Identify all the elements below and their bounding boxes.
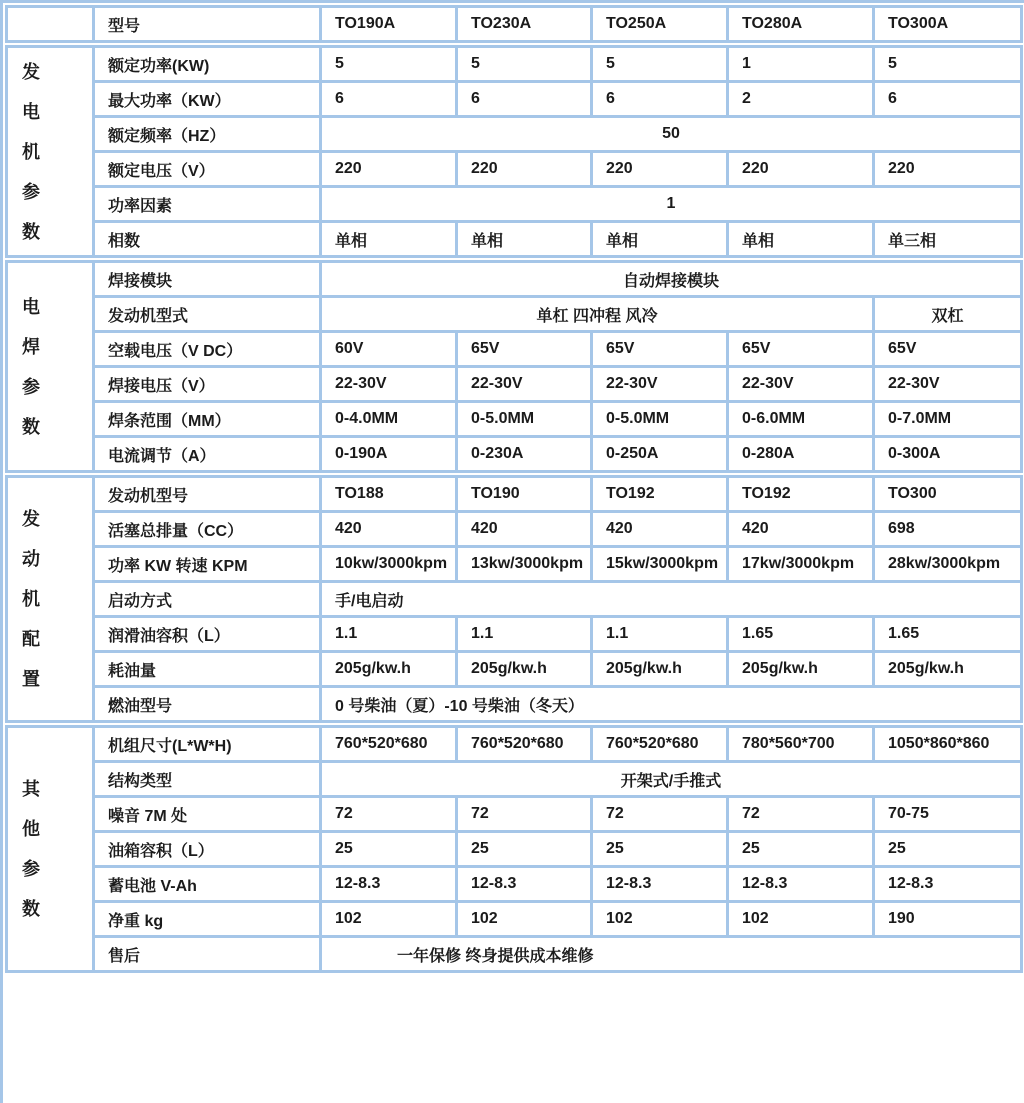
corner-cell <box>7 7 94 42</box>
spec-value-cell: 5 <box>874 47 1022 82</box>
section-label-char: 电 <box>22 101 40 122</box>
spec-value-cell: 220 <box>592 152 728 187</box>
spec-value-cell: 0-230A <box>457 437 592 472</box>
spec-value-cell: 205g/kw.h <box>728 652 874 687</box>
spec-value-cell: 5 <box>321 47 457 82</box>
spec-value-cell: 1.1 <box>321 617 457 652</box>
row-label-cell: 启动方式 <box>94 582 321 617</box>
row-label-cell: 燃油型号 <box>94 687 321 722</box>
spec-value-cell: 0-6.0MM <box>728 402 874 437</box>
spec-value-cell: 22-30V <box>457 367 592 402</box>
row-label-cell: 额定电压（V） <box>94 152 321 187</box>
section-label-char: 数 <box>22 899 40 919</box>
table-row <box>7 187 1022 222</box>
spec-value-cell: 220 <box>457 152 592 187</box>
section-vertical-label <box>8 52 92 252</box>
table-row <box>7 547 1022 582</box>
spec-value-cell: 单相 <box>592 222 728 257</box>
spec-merged-value-cell: 自动焊接模块 <box>321 262 1022 297</box>
spec-value-cell: 1 <box>728 47 874 82</box>
spec-value-cell: 1.65 <box>728 617 874 652</box>
spec-value-cell: 25 <box>728 832 874 867</box>
spec-value-cell: TO188 <box>321 477 457 512</box>
spec-value-cell: 25 <box>874 832 1022 867</box>
table-row <box>7 367 1022 402</box>
spec-value-cell: 760*520*680 <box>321 727 457 762</box>
row-label-cell: 最大功率（KW） <box>94 82 321 117</box>
spec-value-cell: 102 <box>457 902 592 937</box>
section-label-cell <box>7 727 94 972</box>
spec-value-cell: 5 <box>592 47 728 82</box>
table-row <box>7 937 1022 972</box>
spec-value-cell: 1.65 <box>874 617 1022 652</box>
section-label-char: 参 <box>22 181 40 202</box>
table-row <box>7 262 1022 297</box>
section-label-cell <box>7 47 94 257</box>
spec-value-cell: 1.1 <box>592 617 728 652</box>
section-label-char: 置 <box>22 669 40 689</box>
spec-value-cell: 102 <box>592 902 728 937</box>
row-label-cell: 机组尺寸(L*W*H) <box>94 727 321 762</box>
spec-value-cell: 6 <box>592 82 728 117</box>
spec-value-cell: 6 <box>321 82 457 117</box>
spec-value-cell: 65V <box>592 332 728 367</box>
spec-value-cell: 420 <box>592 512 728 547</box>
spec-merged-value-cell: 50 <box>321 117 1022 152</box>
spec-value-cell: 单三相 <box>874 222 1022 257</box>
row-label-cell: 相数 <box>94 222 321 257</box>
spec-value-cell: TO192 <box>728 477 874 512</box>
table-row <box>7 402 1022 437</box>
row-label-cell: 额定功率(KW) <box>94 47 321 82</box>
spec-value-cell: 0-250A <box>592 437 728 472</box>
spec-value-cell: TO192 <box>592 477 728 512</box>
section-strip-其他参数 <box>5 725 1023 973</box>
table-row <box>7 512 1022 547</box>
spec-value-cell: 780*560*700 <box>728 727 874 762</box>
section-label-char: 电 <box>22 296 40 317</box>
section-label-char: 发 <box>22 61 40 82</box>
model-row-label-cell: 型号 <box>94 7 321 42</box>
table-row <box>7 797 1022 832</box>
spec-value-cell: 15kw/3000kpm <box>592 547 728 582</box>
spec-value-cell: 单相 <box>728 222 874 257</box>
section-label-char: 机 <box>22 589 40 609</box>
spec-value-cell: 220 <box>321 152 457 187</box>
section-strip-发动机配置 <box>5 475 1023 723</box>
spec-value-cell: 12-8.3 <box>874 867 1022 902</box>
spec-value-cell: 0-4.0MM <box>321 402 457 437</box>
spec-value-cell: 5 <box>457 47 592 82</box>
spec-value-cell: 0-5.0MM <box>592 402 728 437</box>
spec-merged-value-cell: 手/电启动 <box>321 582 1022 617</box>
section-label-char: 他 <box>22 819 40 839</box>
spec-value-cell: 6 <box>874 82 1022 117</box>
spec-value-cell: 205g/kw.h <box>592 652 728 687</box>
section-label-char: 焊 <box>22 336 40 357</box>
spec-value-cell: 25 <box>457 832 592 867</box>
row-label-cell: 焊接电压（V） <box>94 367 321 402</box>
section-label-char: 参 <box>22 376 40 397</box>
row-label-cell: 润滑油容积（L） <box>94 617 321 652</box>
spec-value-cell: 0-5.0MM <box>457 402 592 437</box>
spec-value-cell: 70-75 <box>874 797 1022 832</box>
table-row <box>7 477 1022 512</box>
table-row <box>7 82 1022 117</box>
table-row <box>7 867 1022 902</box>
section-label-char: 配 <box>22 629 40 649</box>
spec-value-cell: 72 <box>457 797 592 832</box>
spec-value-cell: 760*520*680 <box>457 727 592 762</box>
row-label-cell: 电流调节（A） <box>94 437 321 472</box>
spec-value-cell: 60V <box>321 332 457 367</box>
row-label-cell: 功率因素 <box>94 187 321 222</box>
section-vertical-label <box>8 287 92 447</box>
row-label-cell: 空载电压（V DC） <box>94 332 321 367</box>
spec-value-cell: 22-30V <box>321 367 457 402</box>
table-row <box>7 437 1022 472</box>
table-row <box>7 762 1022 797</box>
spec-merged-value-cell: 一年保修 终身提供成本维修 <box>321 937 1022 972</box>
spec-value-cell: 10kw/3000kpm <box>321 547 457 582</box>
spec-value-cell: 双杠 <box>874 297 1022 332</box>
row-label-cell: 净重 kg <box>94 902 321 937</box>
section-label-char: 其 <box>22 779 40 799</box>
spec-value-cell: 13kw/3000kpm <box>457 547 592 582</box>
table-row <box>7 152 1022 187</box>
section-label-char: 机 <box>22 141 40 162</box>
spec-value-cell: 6 <box>457 82 592 117</box>
row-label-cell: 售后 <box>94 937 321 972</box>
model-header-cell: TO190A <box>321 7 457 42</box>
table-row <box>7 727 1022 762</box>
spec-value-cell: 22-30V <box>874 367 1022 402</box>
table-row <box>7 687 1022 722</box>
spec-value-cell: 12-8.3 <box>457 867 592 902</box>
spec-value-cell: 72 <box>321 797 457 832</box>
model-header-cell: TO280A <box>728 7 874 42</box>
spec-value-cell: 1.1 <box>457 617 592 652</box>
spec-value-cell: 25 <box>592 832 728 867</box>
section-vertical-label <box>8 769 92 929</box>
row-label-cell: 发动机型式 <box>94 297 321 332</box>
spec-value-cell: 2 <box>728 82 874 117</box>
spec-value-cell: 0-300A <box>874 437 1022 472</box>
spec-value-cell: 22-30V <box>728 367 874 402</box>
row-label-cell: 焊条范围（MM） <box>94 402 321 437</box>
row-label-cell: 功率 KW 转速 KPM <box>94 547 321 582</box>
spec-value-cell: 1050*860*860 <box>874 727 1022 762</box>
spec-value-cell: TO190 <box>457 477 592 512</box>
table-row <box>7 832 1022 867</box>
spec-value-cell: 12-8.3 <box>592 867 728 902</box>
row-label-cell: 发动机型号 <box>94 477 321 512</box>
table-row <box>7 617 1022 652</box>
spec-value-cell: TO300 <box>874 477 1022 512</box>
spec-value-cell: 12-8.3 <box>321 867 457 902</box>
section-strip-发电机参数 <box>5 45 1023 258</box>
row-label-cell: 耗油量 <box>94 652 321 687</box>
spec-value-cell: 0-7.0MM <box>874 402 1022 437</box>
section-label-char: 数 <box>22 416 40 437</box>
spec-value-cell: 205g/kw.h <box>321 652 457 687</box>
row-label-cell: 噪音 7M 处 <box>94 797 321 832</box>
section-label-char: 动 <box>22 549 40 569</box>
spec-value-cell: 65V <box>874 332 1022 367</box>
spec-value-cell: 698 <box>874 512 1022 547</box>
section-strip-电焊参数 <box>5 260 1023 473</box>
spec-value-cell: 220 <box>874 152 1022 187</box>
table-row <box>7 332 1022 367</box>
spec-value-cell: 72 <box>592 797 728 832</box>
spec-merged-value-cell: 0 号柴油（夏）-10 号柴油（冬天） <box>321 687 1022 722</box>
spec-value-cell: 420 <box>457 512 592 547</box>
section-label-cell <box>7 262 94 472</box>
section-vertical-label <box>8 499 92 699</box>
spec-value-cell: 65V <box>728 332 874 367</box>
spec-value-cell: 单相 <box>457 222 592 257</box>
spec-value-cell: 17kw/3000kpm <box>728 547 874 582</box>
spec-value-cell: 72 <box>728 797 874 832</box>
section-label-char: 发 <box>22 509 40 529</box>
spec-merged-value-cell: 单杠 四冲程 风冷 <box>321 297 874 332</box>
spec-value-cell: 420 <box>728 512 874 547</box>
row-label-cell: 油箱容积（L） <box>94 832 321 867</box>
row-label-cell: 焊接模块 <box>94 262 321 297</box>
spec-value-cell: 25 <box>321 832 457 867</box>
spec-value-cell: 0-280A <box>728 437 874 472</box>
spec-value-cell: 760*520*680 <box>592 727 728 762</box>
section-label-char: 参 <box>22 859 40 879</box>
table-row <box>7 652 1022 687</box>
spec-value-cell: 12-8.3 <box>728 867 874 902</box>
spec-merged-value-cell: 开架式/手推式 <box>321 762 1022 797</box>
table-row <box>7 582 1022 617</box>
model-header-cell: TO250A <box>592 7 728 42</box>
spec-value-cell: 0-190A <box>321 437 457 472</box>
spec-value-cell: 单相 <box>321 222 457 257</box>
table-row <box>7 902 1022 937</box>
spec-value-cell: 102 <box>728 902 874 937</box>
model-header-strip <box>5 5 1023 43</box>
table-row <box>7 297 1022 332</box>
table-row <box>7 117 1022 152</box>
spec-value-cell: 205g/kw.h <box>874 652 1022 687</box>
model-header-cell: TO300A <box>874 7 1022 42</box>
spec-value-cell: 190 <box>874 902 1022 937</box>
spec-merged-value-cell: 1 <box>321 187 1022 222</box>
row-label-cell: 结构类型 <box>94 762 321 797</box>
spec-value-cell: 420 <box>321 512 457 547</box>
spec-value-cell: 65V <box>457 332 592 367</box>
spec-value-cell: 22-30V <box>592 367 728 402</box>
spec-value-cell: 220 <box>728 152 874 187</box>
table-row <box>7 47 1022 82</box>
model-header-row <box>7 7 1022 42</box>
spec-value-cell: 205g/kw.h <box>457 652 592 687</box>
model-header-cell: TO230A <box>457 7 592 42</box>
section-label-cell <box>7 477 94 722</box>
row-label-cell: 额定频率（HZ） <box>94 117 321 152</box>
spec-value-cell: 28kw/3000kpm <box>874 547 1022 582</box>
spec-table-container <box>5 5 1023 975</box>
table-row <box>7 222 1022 257</box>
section-label-char: 数 <box>22 221 40 242</box>
spec-value-cell: 102 <box>321 902 457 937</box>
row-label-cell: 蓄电池 V-Ah <box>94 867 321 902</box>
row-label-cell: 活塞总排量（CC） <box>94 512 321 547</box>
